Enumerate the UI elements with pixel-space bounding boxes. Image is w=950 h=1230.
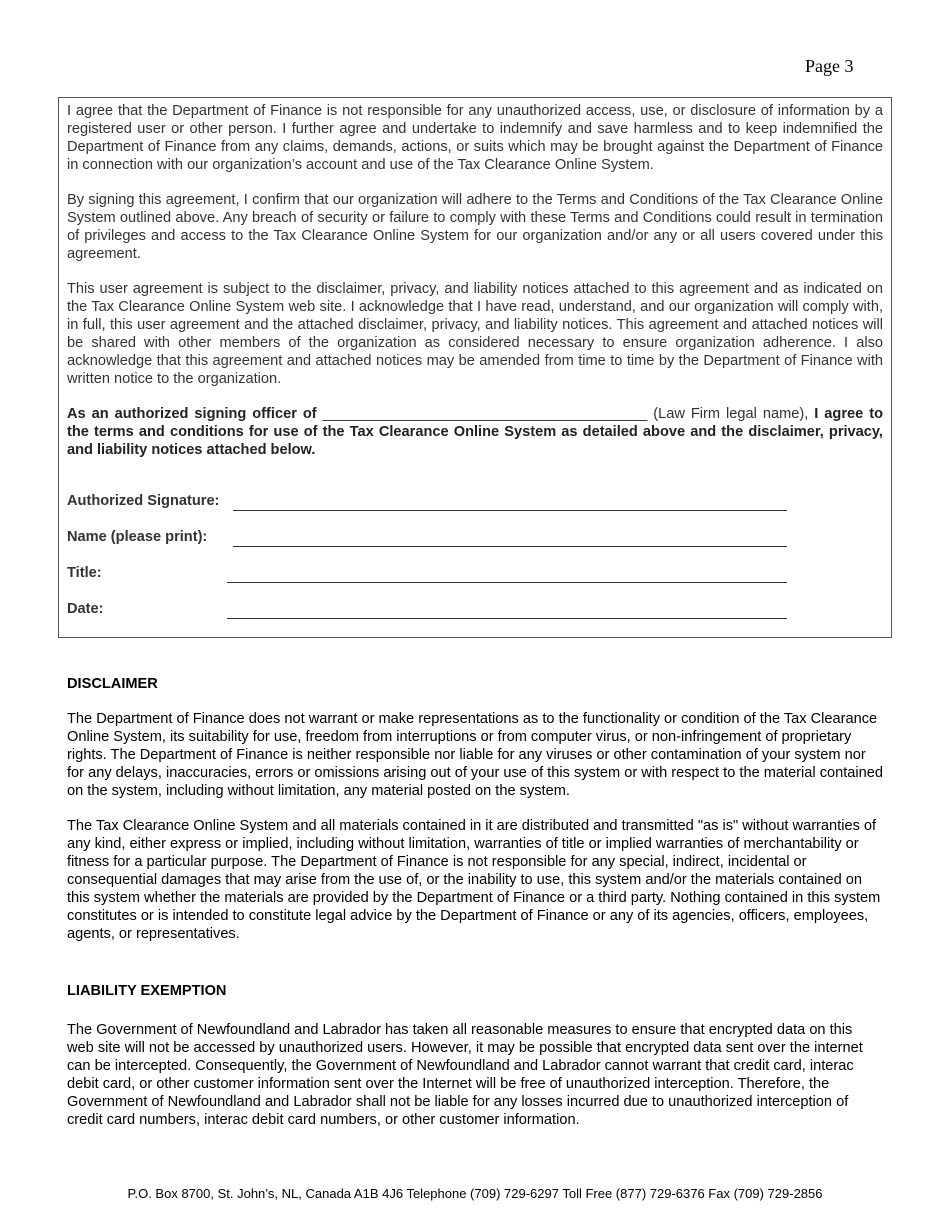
name-label: Name (please print): [67,529,208,545]
officer-prefix: As an authorized signing officer of [67,406,317,422]
disclaimer-section [67,676,883,943]
law-firm-legal-name-label: (Law Firm legal name), [653,406,809,422]
liability-section [67,983,883,1129]
signature-label: Authorized Signature: [67,493,220,509]
disclaimer-paragraph: The Tax Clearance Online System and all materials contained in it are distributed and transmitted "as is" without warranties of any kind, either express or implied, including without limitation, warranties of title or implied warranties of merchantability or fitness for a particular purpose. The Department of Finance is not responsible for any special, indirect, incidental or consequential damages that may arise from the use of, or the inability to use, this system and/or the materials contained on this system whether the materials are provided by the Department of Finance or a third party. Nothing contained in this system constitutes or is intended to constitute legal advice by the Department of Finance or any of its agencies, officers, employees, agents, or representatives. [67,818,881,942]
disclaimer-paragraph: The Department of Finance does not warrant or make representations as to the functionality or condition of the Tax Clearance Online System, its suitability for use, freedom from interruptions or from computer virus, or non-infringement of proprietary rights. The Department of Finance is neither responsible nor liable for any viruses or other contamination of your system nor for any delays, inaccuracies, errors or omissions arising out of your use of this system or with respect to the material contained on the system, including without limitation, any material posted on the system. [67,711,883,799]
title-line[interactable] [227,582,787,583]
law-firm-name-blank[interactable]: ________________________________________ [322,406,648,422]
officer-suffix: I agree to the terms and conditions for use of the Tax Clearance Online System as detailed above and the disclaimer, privacy, and liability notices attached below. [67,406,883,458]
name-line[interactable] [233,546,787,547]
date-line[interactable] [227,618,787,619]
footer-contact: P.O. Box 8700, St. John’s, NL, Canada A1B 4J6 Telephone (709) 729-6297 Toll Free (877) 729-6376 Fax (709) 729-2856 [127,1186,823,1201]
liability-paragraph: The Government of Newfoundland and Labrador has taken all reasonable measures to ensure that encrypted data on this web site will not be accessed by unauthorized users. However, it may be possible that encrypted data sent over the internet can be intercepted. Consequently, the Government of Newfoundland and Labrador cannot warrant that credit card, interac debit card, or other customer information sent over the Internet will be free of unauthorized interception. Therefore, the Government of Newfoundland and Labrador shall not be liable for any losses incurred due to unauthorized interception of credit card numbers, interac debit card numbers, or other customer information. [67,1022,863,1128]
liability-heading: LIABILITY EXEMPTION [67,983,227,999]
agreement-paragraph: This user agreement is subject to the disclaimer, privacy, and liability notices attached to this agreement and as indicated on the Tax Clearance Online System web site. I acknowledge that I have read, understand, and our organization will comply with, in full, this user agreement and the attached disclaimer, privacy, and liability notices. This agreement and attached notices will be shared with other members of the organization as considered necessary to ensure organization adherence. I also acknowledge that this agreement and attached notices may be amended from time to time by the Department of Finance with written notice to the organization. [67,281,883,387]
signature-line[interactable] [233,510,787,511]
signing-officer-statement [67,405,883,459]
disclaimer-heading: DISCLAIMER [67,676,158,692]
date-label: Date: [67,601,104,617]
agreement-paragraph: I agree that the Department of Finance is not responsible for any unauthorized access, use, or disclosure of information by a registered user or other person. I further agree and undertake to indemnify and save harmless and to keep indemnified the Department of Finance from any claims, demands, actions, or suits which may be brought against the Department of Finance in connection with our organization’s account and use of the Tax Clearance Online System. [67,103,883,173]
page-number: Page 3 [805,56,854,76]
title-label: Title: [67,565,102,581]
user-agreement-box [58,97,892,638]
agreement-paragraph: By signing this agreement, I confirm that our organization will adhere to the Terms and Conditions of the Tax Clearance Online System outlined above. Any breach of security or failure to comply with these Terms and Conditions could result in termination of privileges and access to the Tax Clearance Online System for our organization and/or any or all users covered under this agreement. [67,192,883,262]
